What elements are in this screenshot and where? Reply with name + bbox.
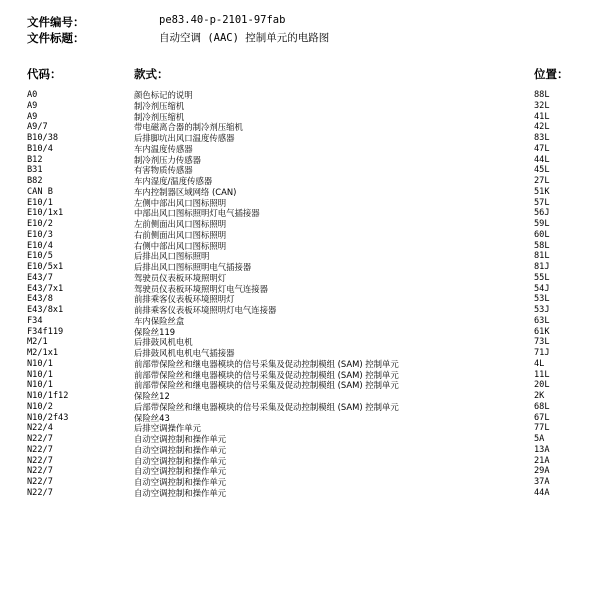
row-pos: 44A — [534, 487, 550, 498]
table-row — [0, 380, 602, 391]
table-row — [0, 155, 602, 166]
table-row — [0, 187, 602, 198]
row-pos: 11L — [534, 369, 550, 380]
row-pos: 5A — [534, 434, 545, 444]
row-code: N10/2 — [27, 401, 53, 412]
row-pos: 58L — [534, 240, 550, 251]
row-pos: 55L — [534, 272, 550, 283]
table-row — [0, 262, 602, 273]
row-code: E43/8 — [27, 294, 53, 305]
row-pos: 59L — [534, 219, 550, 229]
row-desc: 颜色标记的说明 — [134, 90, 193, 100]
column-header-pos: 位置： — [534, 67, 569, 81]
row-code: E43/8x1 — [27, 305, 64, 315]
row-pos: 20L — [534, 380, 550, 391]
row-pos: 81J — [534, 262, 550, 272]
table-row — [0, 327, 602, 338]
row-code: A9/7 — [27, 122, 48, 133]
row-desc: 右侧中部出风口图标照明 — [134, 240, 227, 251]
row-pos: 44L — [534, 154, 550, 165]
table-row — [0, 402, 602, 413]
column-header-code: 代码： — [27, 67, 62, 81]
table-row — [0, 423, 602, 434]
row-pos: 67L — [534, 412, 550, 423]
table-row — [0, 477, 602, 488]
row-desc: 驾驶员仪表板环境照明灯 — [134, 272, 227, 283]
row-code: M2/1x1 — [27, 348, 59, 358]
row-desc: 右前侧面出风口图标照明 — [134, 229, 227, 240]
table-row — [0, 434, 602, 445]
row-desc: 自动空调控制和操作单元 — [134, 477, 227, 487]
row-code: B82 — [27, 176, 43, 186]
row-pos: 47L — [534, 143, 550, 154]
row-code: B12 — [27, 154, 43, 165]
table-row — [0, 337, 602, 348]
row-pos: 56J — [534, 208, 550, 219]
row-pos: 21A — [534, 455, 550, 466]
doc-number-label: 文件编号： — [27, 15, 85, 29]
row-code: B10/38 — [27, 133, 59, 143]
row-pos: 63L — [534, 315, 550, 326]
row-pos: 13A — [534, 444, 550, 455]
row-code: N22/7 — [27, 466, 53, 477]
row-code: N10/1 — [27, 358, 53, 369]
row-code: N10/1 — [27, 369, 53, 380]
row-desc: 制冷剂压力传感器 — [134, 154, 201, 165]
row-pos: 60L — [534, 229, 550, 240]
row-code: E10/5x1 — [27, 262, 64, 272]
row-code: N22/7 — [27, 477, 53, 487]
row-desc: 左前侧面出风口图标照明 — [134, 219, 227, 229]
table-row — [0, 466, 602, 477]
row-desc: 前部带保险丝和继电器模块的信号采集及促动控制模组 (SAM) 控制单元 — [134, 369, 399, 380]
table-row — [0, 144, 602, 155]
row-desc: 保险丝12 — [134, 391, 170, 401]
row-code: F34 — [27, 315, 43, 326]
row-code: E10/5 — [27, 251, 53, 262]
table-row — [0, 273, 602, 284]
column-header-desc: 款式： — [134, 67, 169, 81]
doc-title-label: 文件标题： — [27, 31, 85, 45]
row-desc: 车内温度传感器 — [134, 143, 193, 154]
row-pos: 2K — [534, 391, 545, 401]
row-code: E10/1 — [27, 197, 53, 208]
row-pos: 4L — [534, 358, 545, 369]
row-pos: 57L — [534, 197, 550, 208]
row-code: E10/2 — [27, 219, 53, 229]
row-desc: 车内湿度/温度传感器 — [134, 176, 213, 186]
row-pos: 51K — [534, 186, 550, 197]
table-row — [0, 316, 602, 327]
row-pos: 32L — [534, 100, 550, 111]
row-pos: 73L — [534, 337, 550, 348]
row-desc: 后排鼓风机电机 — [134, 337, 193, 348]
row-pos: 42L — [534, 122, 550, 133]
row-code: N10/1f12 — [27, 391, 69, 401]
table-row — [0, 112, 602, 123]
row-code: E43/7 — [27, 272, 53, 283]
row-pos: 53J — [534, 305, 550, 315]
row-code: N10/1 — [27, 380, 53, 391]
row-desc: 保险丝43 — [134, 412, 170, 423]
row-desc: 制冷剂压缩机 — [134, 111, 185, 122]
table-row — [0, 456, 602, 467]
component-list — [0, 90, 602, 499]
row-code: E10/4 — [27, 240, 53, 251]
table-row — [0, 176, 602, 187]
row-pos: 71J — [534, 348, 550, 358]
table-row — [0, 413, 602, 424]
row-code: A9 — [27, 100, 38, 111]
row-desc: 自动空调控制和操作单元 — [134, 455, 227, 466]
row-pos: 68L — [534, 401, 550, 412]
row-desc: 前排乘客仪表板环境照明灯 — [134, 294, 235, 305]
row-desc: 后排出风口图标照明电气插接器 — [134, 262, 252, 272]
row-desc: 车内保险丝盒 — [134, 315, 185, 326]
table-row — [0, 391, 602, 402]
row-desc: 自动空调控制和操作单元 — [134, 444, 227, 455]
row-code: E10/3 — [27, 229, 53, 240]
doc-title-value: 自动空调 (AAC) 控制单元的电路图 — [159, 32, 330, 44]
table-row — [0, 251, 602, 262]
table-row — [0, 445, 602, 456]
row-desc: 自动空调控制和操作单元 — [134, 434, 227, 444]
row-desc: 自动空调控制和操作单元 — [134, 466, 227, 477]
row-desc: 后排鼓风机电机电气插接器 — [134, 348, 235, 358]
row-code: M2/1 — [27, 337, 48, 348]
row-desc: 驾驶员仪表板环境照明灯电气连接器 — [134, 283, 268, 294]
row-pos: 61K — [534, 326, 550, 337]
row-pos: 77L — [534, 423, 550, 434]
row-desc: 后排空调操作单元 — [134, 423, 201, 434]
row-code: B10/4 — [27, 143, 53, 154]
row-desc: 前部带保险丝和继电器模块的信号采集及促动控制模组 (SAM) 控制单元 — [134, 358, 399, 369]
row-pos: 88L — [534, 90, 550, 100]
row-code: A0 — [27, 90, 38, 100]
row-desc: 后排出风口图标照明 — [134, 251, 210, 262]
row-desc: 前排乘客仪表板环境照明灯电气连接器 — [134, 305, 277, 315]
table-row — [0, 305, 602, 316]
row-pos: 45L — [534, 165, 550, 176]
row-code: N22/7 — [27, 487, 53, 498]
table-row — [0, 488, 602, 499]
table-row — [0, 208, 602, 219]
row-code: F34f119 — [27, 326, 64, 337]
row-desc: 左侧中部出风口图标照明 — [134, 197, 227, 208]
row-code: N22/7 — [27, 455, 53, 466]
table-row — [0, 348, 602, 359]
table-row — [0, 133, 602, 144]
row-pos: 37A — [534, 477, 550, 487]
row-desc: 有害物质传感器 — [134, 165, 193, 176]
row-code: N10/2f43 — [27, 412, 69, 423]
row-code: N22/7 — [27, 444, 53, 455]
row-desc: 后部带保险丝和继电器模块的信号采集及促动控制模组 (SAM) 控制单元 — [134, 401, 399, 412]
row-desc: 前部带保险丝和继电器模块的信号采集及促动控制模组 (SAM) 控制单元 — [134, 380, 399, 391]
table-row — [0, 90, 602, 101]
table-row — [0, 230, 602, 241]
row-desc: 制冷剂压缩机 — [134, 100, 185, 111]
row-pos: 53L — [534, 294, 550, 305]
table-row — [0, 219, 602, 230]
row-desc: 带电磁离合器的制冷剂压缩机 — [134, 122, 243, 133]
doc-number-value: pe83.40-p-2101-97fab — [159, 14, 286, 26]
row-desc: 后排脚坑出风口温度传感器 — [134, 133, 235, 143]
table-row — [0, 294, 602, 305]
table-row — [0, 241, 602, 252]
row-code: N22/4 — [27, 423, 53, 434]
row-pos: 41L — [534, 111, 550, 122]
row-pos: 54J — [534, 283, 550, 294]
row-pos: 29A — [534, 466, 550, 477]
table-row — [0, 165, 602, 176]
row-code: E10/1x1 — [27, 208, 64, 219]
row-desc: 车内控制器区域网络 (CAN) — [134, 186, 237, 197]
table-row — [0, 122, 602, 133]
row-code: N22/7 — [27, 434, 53, 444]
row-pos: 83L — [534, 133, 550, 143]
row-code: CAN B — [27, 186, 53, 197]
row-desc: 自动空调控制和操作单元 — [134, 487, 227, 498]
row-pos: 81L — [534, 251, 550, 262]
table-row — [0, 370, 602, 381]
table-row — [0, 359, 602, 370]
row-code: A9 — [27, 111, 38, 122]
row-code: E43/7x1 — [27, 283, 64, 294]
row-desc: 保险丝119 — [134, 326, 176, 337]
table-row — [0, 101, 602, 112]
row-desc: 中部出风口图标照明灯电气插接器 — [134, 208, 260, 219]
table-row — [0, 284, 602, 295]
table-row — [0, 198, 602, 209]
row-pos: 27L — [534, 176, 550, 186]
row-code: B31 — [27, 165, 43, 176]
